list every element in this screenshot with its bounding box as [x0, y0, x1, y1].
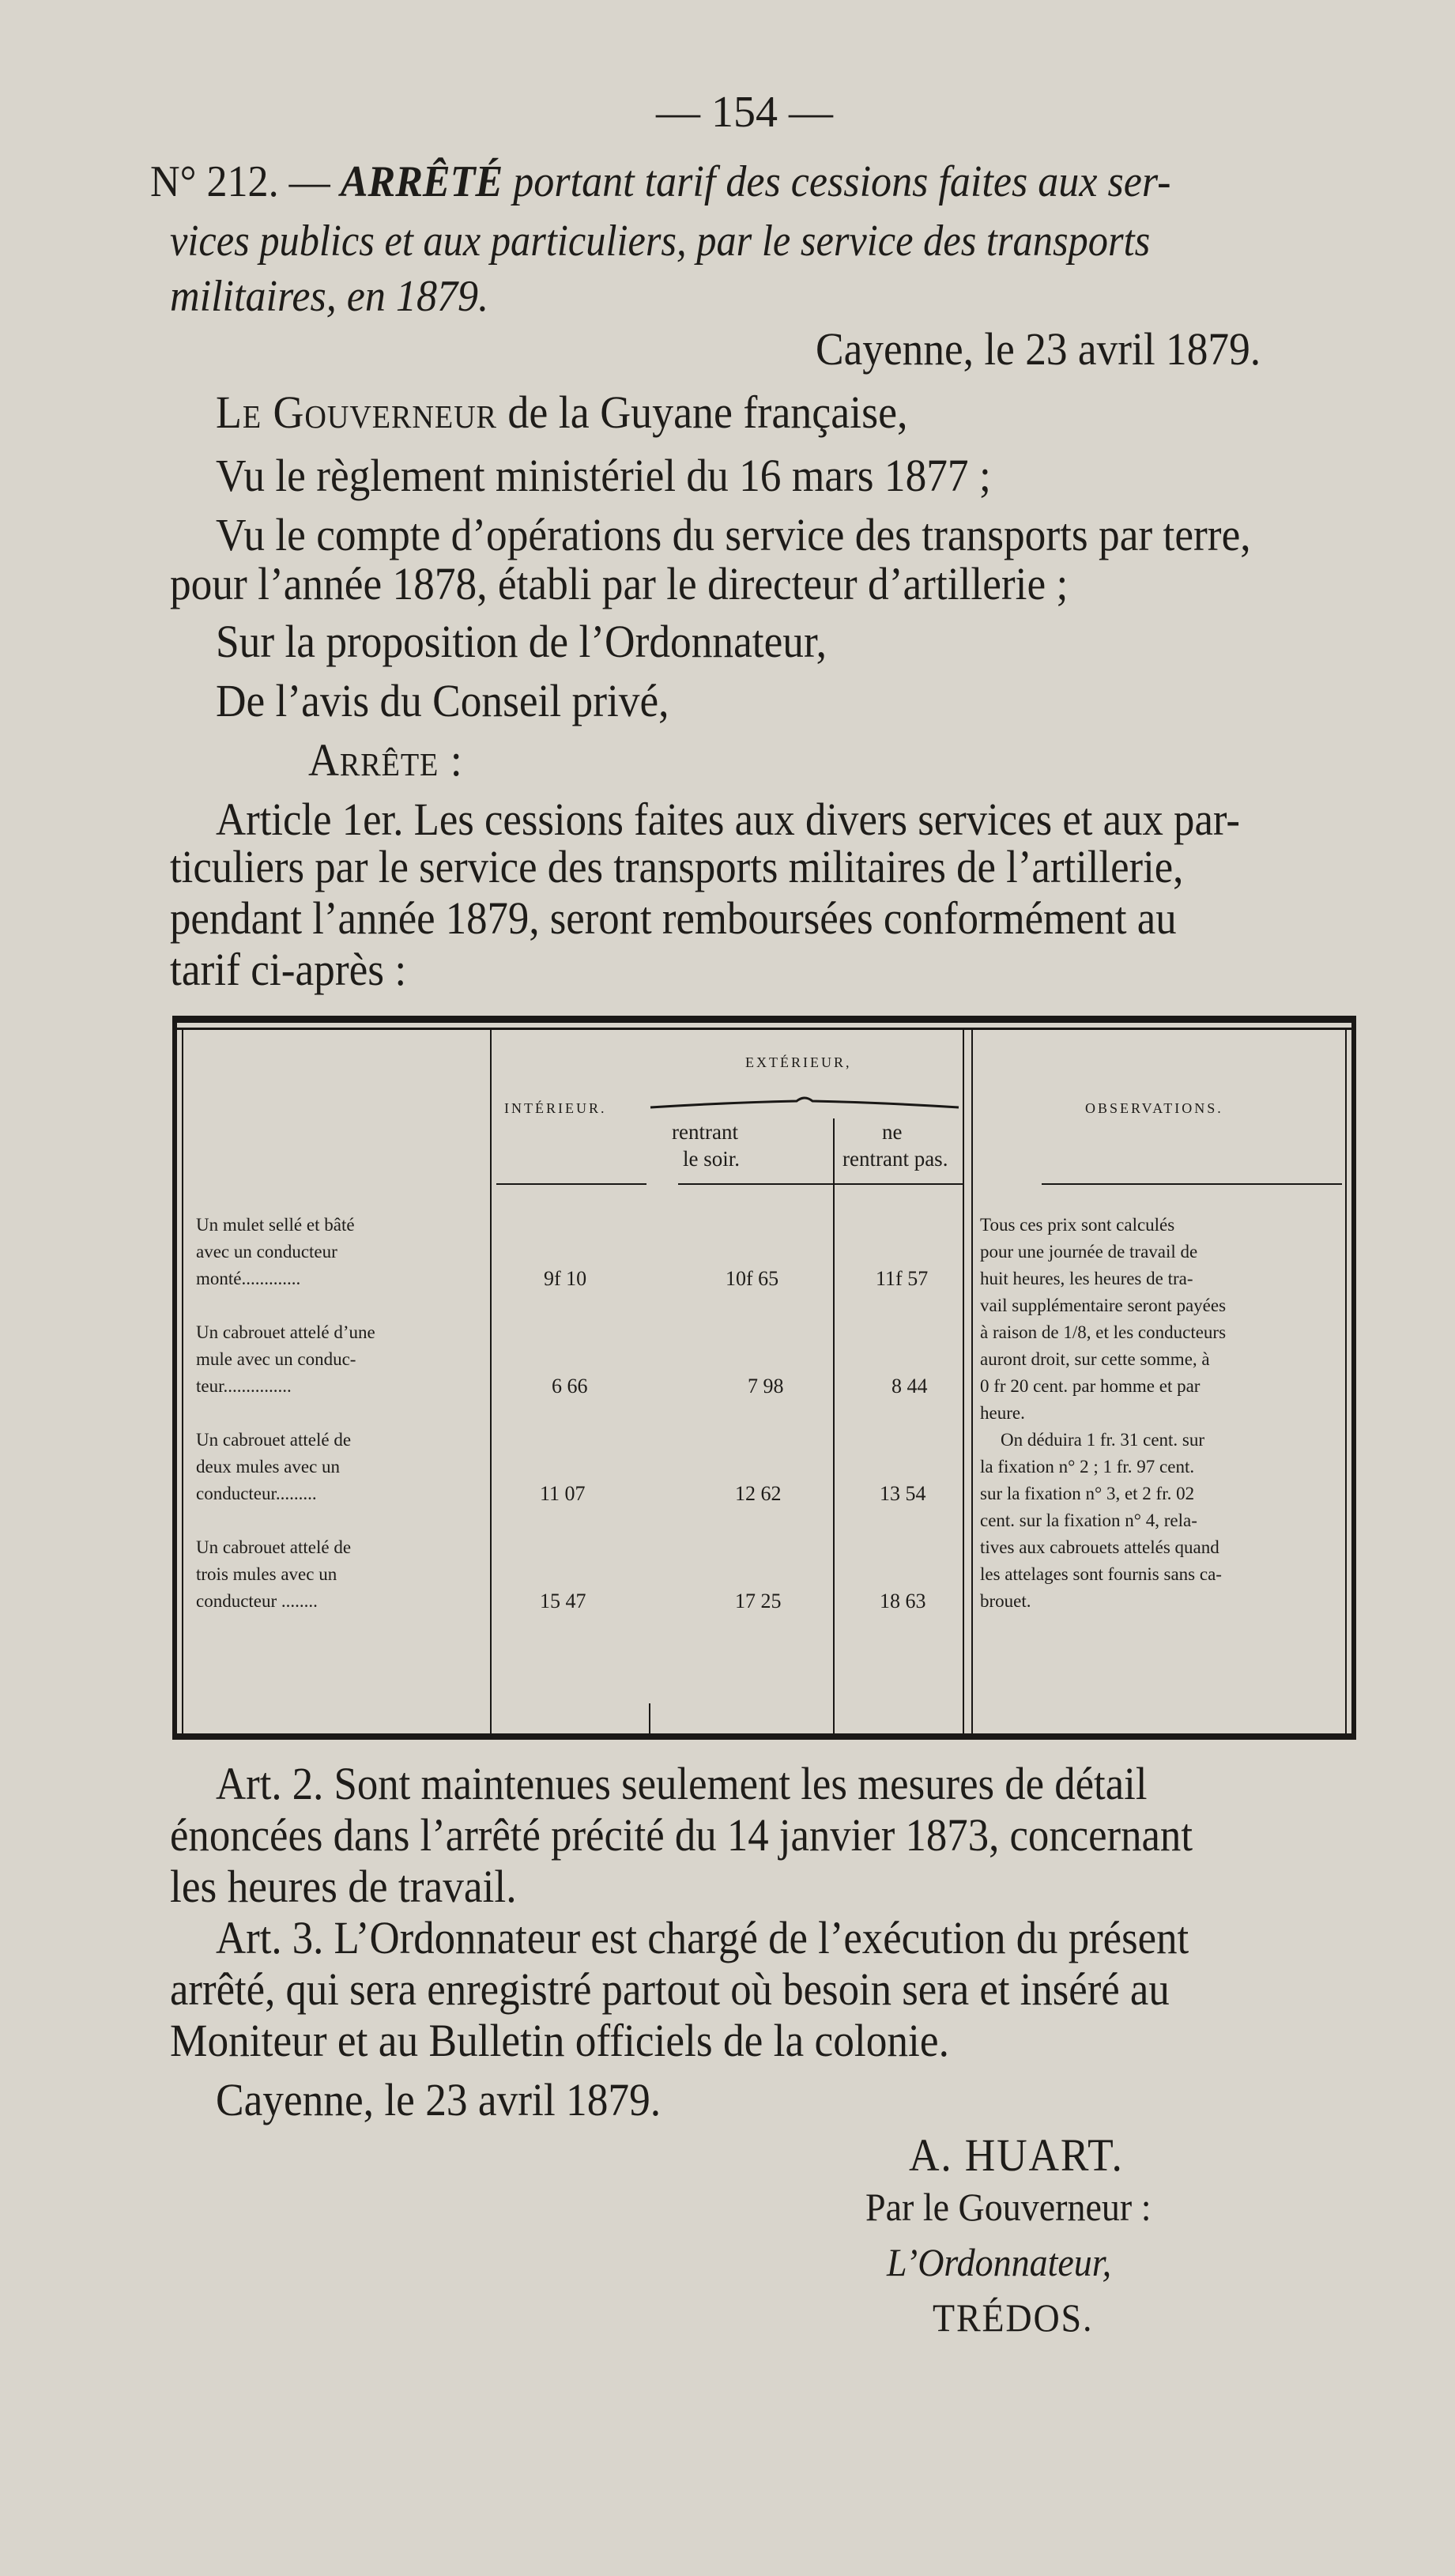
- title-line-2: vices publics et aux particuliers, par le service des transports: [170, 217, 1151, 266]
- vu-reglement: Vu le règlement ministériel du 16 mars 1877 ;: [216, 450, 991, 501]
- observation-line: On déduira 1 fr. 31 cent. sur: [1001, 1430, 1205, 1450]
- observation-line: pour une journée de travail de: [980, 1242, 1198, 1262]
- table-top-rule-thin: [172, 1028, 1356, 1030]
- observation-line: Tous ces prix sont calculés: [980, 1215, 1175, 1235]
- par-le-gouverneur: Par le Gouverneur :: [865, 2185, 1152, 2229]
- title-line-1: [150, 158, 1248, 207]
- row-3-ne-rentrant: 13 54: [880, 1482, 926, 1505]
- place-date: Cayenne, le 23 avril 1879.: [816, 323, 1261, 375]
- table-right-rule-thin: [1345, 1028, 1347, 1735]
- header-ne-rentrant: rentrant pas.: [842, 1147, 948, 1171]
- row-3-label-2: deux mules avec un: [196, 1457, 341, 1477]
- header-interieur: INTÉRIEUR.: [504, 1100, 607, 1116]
- title-rest: portant tarif des cessions faites aux ser-: [513, 157, 1171, 206]
- page-number: — 154 —: [656, 88, 833, 137]
- article-3-line-1: Art. 3. L’Ordonnateur est chargé de l’exécution du présent: [216, 1912, 1189, 1963]
- article-3-line-2: arrêté, qui sera enregistré partout où besoin sera et inséré au: [170, 1963, 1170, 2015]
- table-left-rule-thin: [182, 1028, 183, 1735]
- arrete-heading: Arrête :: [308, 734, 463, 786]
- title-bold: ARRÊTÉ: [340, 157, 503, 206]
- exterieur-brace: [646, 1093, 963, 1117]
- row-1-label-2: avec un conducteur: [196, 1242, 337, 1262]
- col-sep-1: [490, 1028, 492, 1733]
- observation-line: la fixation n° 2 ; 1 fr. 97 cent.: [980, 1457, 1195, 1477]
- row-1-interieur: 9f 10: [544, 1267, 587, 1290]
- header-underline-1: [496, 1183, 646, 1185]
- header-rentrant-1: rentrant: [672, 1120, 738, 1144]
- row-4-interieur: 15 47: [540, 1590, 586, 1612]
- header-underline-2: [678, 1183, 963, 1185]
- table-left-rule: [172, 1016, 177, 1740]
- row-2-rentrant: 7 98: [748, 1375, 784, 1397]
- tariff-table: [172, 1016, 1356, 1743]
- observation-line: cent. sur la fixation n° 4, rela-: [980, 1511, 1197, 1530]
- header-exterieur: EXTÉRIEUR,: [745, 1054, 852, 1070]
- header-rentrant-2: le soir.: [683, 1147, 740, 1171]
- observation-line: heure.: [980, 1403, 1025, 1423]
- title-line-3: militaires, en 1879.: [170, 272, 489, 321]
- observation-line: sur la fixation n° 3, et 2 fr. 02: [980, 1484, 1195, 1503]
- observation-line: à raison de 1/8, et les conducteurs: [980, 1322, 1227, 1342]
- article-2-line-2: énoncées dans l’arrêté précité du 14 janvier 1873, concernant: [170, 1809, 1193, 1861]
- closing-place-date: Cayenne, le 23 avril 1879.: [216, 2074, 662, 2125]
- col-sep-3b: [971, 1028, 973, 1733]
- row-2-label-3: teur...............: [196, 1376, 292, 1396]
- row-1-label-3: monté.............: [196, 1269, 301, 1288]
- article-1-line-2: ticuliers par le service des transports militaires de l’artillerie,: [170, 841, 1184, 892]
- row-3-interieur: 11 07: [540, 1482, 586, 1505]
- observation-line: auront droit, sur cette somme, à: [980, 1349, 1210, 1369]
- row-4-label-3: conducteur ........: [196, 1591, 318, 1611]
- row-3-label-1: Un cabrouet attelé de: [196, 1430, 352, 1450]
- col-sep-2: [833, 1118, 835, 1733]
- signature-huart: A. HUART.: [909, 2129, 1124, 2181]
- row-1-ne-rentrant: 11f 57: [876, 1267, 929, 1290]
- article-1-line-3: pendant l’année 1879, seront remboursées conformément au: [170, 892, 1177, 944]
- article-2-line-3: les heures de travail.: [170, 1861, 517, 1912]
- table-bottom-rule: [172, 1733, 1356, 1740]
- row-1-label-1: Un mulet sellé et bâté: [196, 1215, 355, 1235]
- article-1-line-1: Article 1er. Les cessions faites aux divers services et aux par-: [216, 794, 1240, 845]
- col-tick: [649, 1703, 650, 1733]
- table-right-rule: [1351, 1016, 1356, 1740]
- row-1-rentrant: 10f 65: [726, 1267, 779, 1290]
- row-4-ne-rentrant: 18 63: [880, 1590, 926, 1612]
- vu-compte-line-2: pour l’année 1878, établi par le directeur d’artillerie ;: [170, 558, 1069, 609]
- row-2-ne-rentrant: 8 44: [891, 1375, 928, 1397]
- ordonnateur-role: L’Ordonnateur,: [887, 2240, 1112, 2284]
- header-underline-3: [1042, 1183, 1342, 1185]
- avis-conseil: De l’avis du Conseil privé,: [216, 675, 669, 726]
- col-sep-3: [963, 1028, 964, 1733]
- row-3-rentrant: 12 62: [735, 1482, 782, 1505]
- observation-line: brouet.: [980, 1591, 1031, 1611]
- row-2-interieur: 6 66: [552, 1375, 588, 1397]
- row-4-label-2: trois mules avec un: [196, 1564, 337, 1584]
- article-3-line-3: Moniteur et au Bulletin officiels de la colonie.: [170, 2015, 949, 2066]
- header-observations: OBSERVATIONS.: [1085, 1100, 1223, 1116]
- observation-line: vail supplémentaire seront payées: [980, 1296, 1227, 1315]
- signature-tredos: TRÉDOS.: [933, 2295, 1094, 2340]
- observation-line: huit heures, les heures de tra-: [980, 1269, 1193, 1288]
- governor-line: [216, 387, 959, 438]
- header-ne: ne: [882, 1120, 903, 1144]
- row-4-label-1: Un cabrouet attelé de: [196, 1537, 352, 1557]
- governor-rest: de la Guyane française,: [507, 387, 908, 438]
- vu-compte-line-1: Vu le compte d’opérations du service des transports par terre,: [216, 509, 1251, 560]
- row-3-label-3: conducteur.........: [196, 1484, 317, 1503]
- table-top-rule: [172, 1016, 1356, 1023]
- row-2-label-2: mule avec un conduc-: [196, 1349, 356, 1369]
- article-2-line-1: Art. 2. Sont maintenues seulement les mesures de détail: [216, 1758, 1148, 1809]
- observation-line: tives aux cabrouets attelés quand: [980, 1537, 1219, 1557]
- row-4-rentrant: 17 25: [735, 1590, 782, 1612]
- row-2-label-1: Un cabrouet attelé d’une: [196, 1322, 375, 1342]
- sur-proposition: Sur la proposition de l’Ordonnateur,: [216, 616, 827, 667]
- observation-line: les attelages sont fournis sans ca-: [980, 1564, 1222, 1584]
- title-number: N° 212. —: [150, 157, 330, 206]
- observation-line: 0 fr 20 cent. par homme et par: [980, 1376, 1201, 1396]
- article-1-line-4: tarif ci-après :: [170, 944, 407, 995]
- governor-title: Le Gouverneur: [216, 387, 497, 438]
